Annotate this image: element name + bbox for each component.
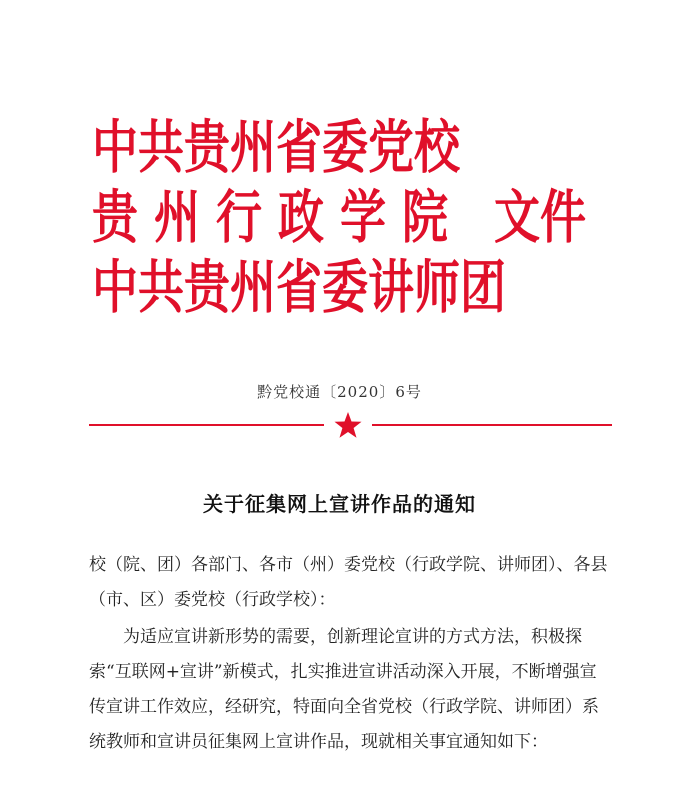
header-divider-left (89, 424, 324, 426)
org-name-administration-institute: 贵州行政学院 (92, 183, 464, 251)
document-number: 黔党校通〔2020〕6号 (257, 383, 422, 401)
org-name-party-school: 中共贵州省委党校 (92, 113, 460, 181)
header-divider-right (372, 424, 612, 426)
notice-title: 关于征集网上宣讲作品的通知 (203, 492, 476, 516)
org-name-lecturer-group: 中共贵州省委讲师团 (92, 253, 506, 321)
document-type-label: 文件 (494, 183, 586, 251)
star-icon (333, 410, 363, 440)
body-paragraph: 为适应宣讲新形势的需要，创新理论宣讲的方式方法，积极探索“互联网+宣讲”新模式，扎实推进宣讲活动深入开展，不断增强宣传宣讲工作效应，经研究，特面向全省党校（行政学院、讲师团）系统教师和宣讲员征集网上宣讲作品，现就相关事宜通知如下： (89, 627, 599, 752)
salutation: 校（院、团）各部门、各市（州）委党校（行政学院、讲师团）、各县（市、区）委党校（行政学校）： (89, 555, 608, 610)
